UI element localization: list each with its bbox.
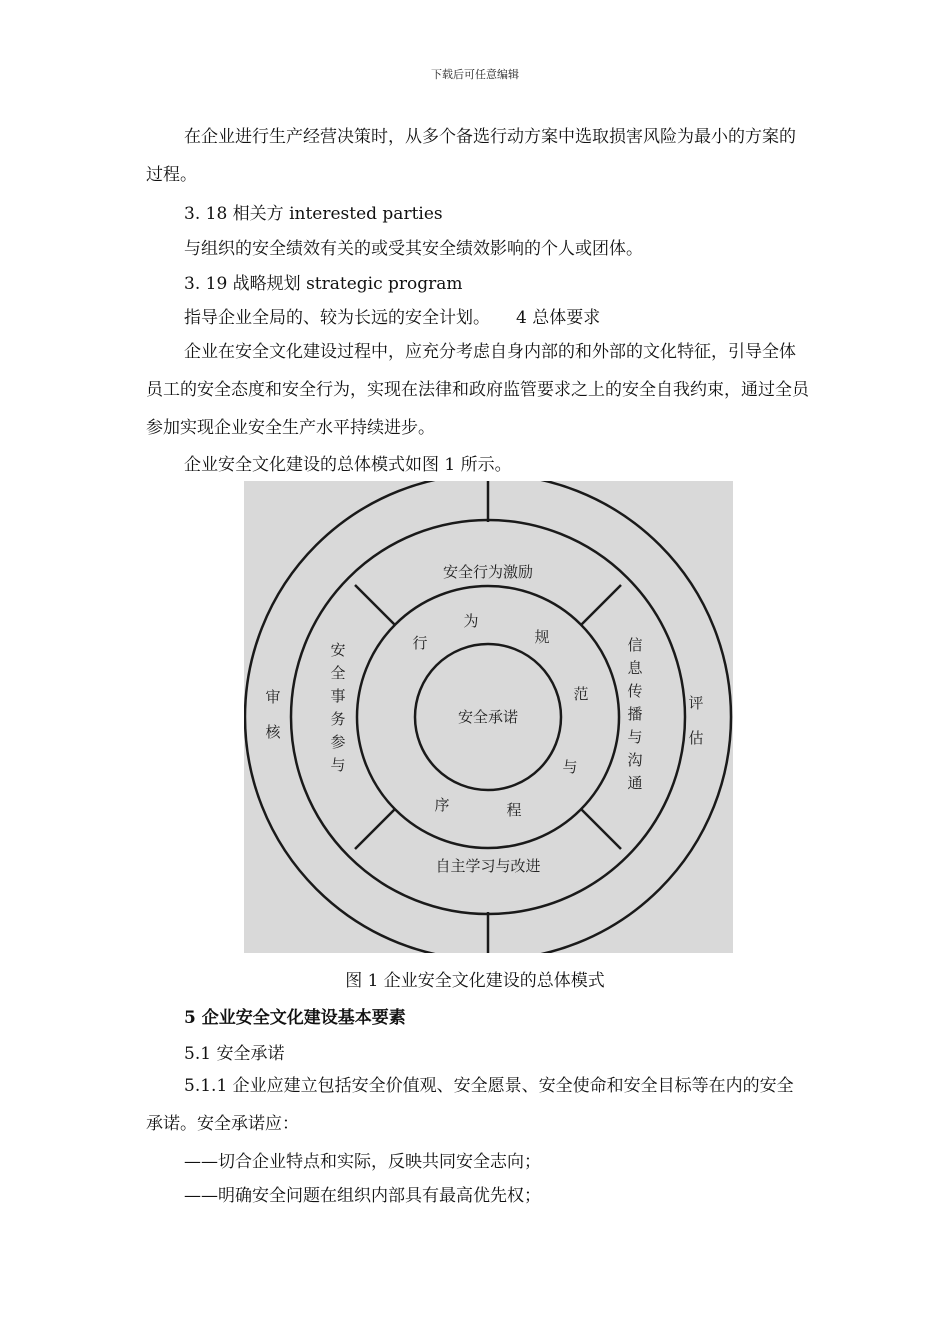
left-band-char: 参 [330, 733, 346, 751]
figure-caption: 图 1 企业安全文化建设的总体模式 [345, 971, 605, 991]
paragraph-risk-decision: 在企业进行生产经营决策时，从多个备选行动方案中选取损害风险为最小的方案的过程。 [146, 127, 796, 185]
paragraph-interested-parties: 与组织的安全绩效有关的或受其安全绩效影响的个人或团体。 [184, 239, 643, 259]
right-band-char: 通 [627, 774, 643, 792]
inner-ring-char: 与 [562, 758, 578, 776]
center-label: 安全承诺 [457, 708, 519, 726]
left-band-char: 务 [330, 710, 346, 728]
left-band-char: 全 [330, 664, 346, 682]
outer-right-char: 估 [688, 729, 704, 747]
divider-upper-right [581, 585, 621, 625]
outer-left-char: 核 [265, 723, 281, 741]
safety-culture-model-diagram [244, 481, 733, 953]
bullet-item-2: ——明确安全问题在组织内部具有最高优先权； [184, 1186, 541, 1206]
left-band-char: 事 [330, 687, 346, 705]
section-5-heading: 5 企业安全文化建设基本要素 [184, 1008, 406, 1028]
inner-ring-char: 范 [573, 685, 589, 703]
inner-ring-char: 规 [534, 628, 550, 646]
figure-1 [244, 481, 733, 953]
paragraph-strategic-program [184, 303, 600, 328]
bottom-band-label: 自主学习与改进 [435, 857, 541, 875]
paragraph-5-1-1: 5.1.1 企业应建立包括安全价值观、安全愿景、安全使命和安全目标等在内的安全承诺。安全承诺应： [146, 1076, 794, 1134]
inner-ring-char: 行 [412, 634, 428, 652]
inner-ring-char: 程 [506, 801, 522, 819]
section-3-19: 3. 19 战略规划 strategic program [184, 274, 463, 294]
page-header: 下载后可任意编辑 [431, 68, 519, 81]
right-band-char: 传 [627, 682, 643, 700]
left-band-char: 与 [330, 756, 346, 774]
right-band-char: 沟 [627, 751, 643, 769]
inner-ring-char: 为 [463, 612, 479, 630]
right-band-char: 息 [627, 659, 643, 677]
outer-right-char: 评 [688, 694, 704, 712]
outer-left-char: 审 [265, 688, 281, 706]
strategic-program-text: 指导企业全局的、较为长远的安全计划。 [184, 308, 490, 328]
right-band-char: 与 [627, 728, 643, 746]
inner-ring-char: 序 [434, 796, 450, 814]
right-band-char: 播 [627, 705, 643, 723]
left-band-char: 安 [330, 641, 346, 659]
divider-lower-right [581, 809, 621, 849]
section-3-18: 3. 18 相关方 interested parties [184, 204, 443, 224]
section-5-1-heading: 5.1 安全承诺 [184, 1044, 285, 1064]
divider-upper-left [355, 585, 395, 625]
bullet-item-1: ——切合企业特点和实际，反映共同安全志向； [184, 1152, 541, 1172]
paragraph-figure-intro: 企业安全文化建设的总体模式如图 1 所示。 [184, 455, 512, 475]
right-band-char: 信 [627, 636, 643, 654]
divider-lower-left [355, 809, 395, 849]
top-band-label: 安全行为激励 [442, 563, 534, 581]
paragraph-general-requirements: 企业在安全文化建设过程中，应充分考虑自身内部的和外部的文化特征，引导全体员工的安全态度和安全行为，实现在法律和政府监管要求之上的安全自我约束，通过全员参加实现企业安全生产水平持续进步。 [146, 342, 809, 438]
section-4-heading: 4 总体要求 [516, 308, 601, 328]
